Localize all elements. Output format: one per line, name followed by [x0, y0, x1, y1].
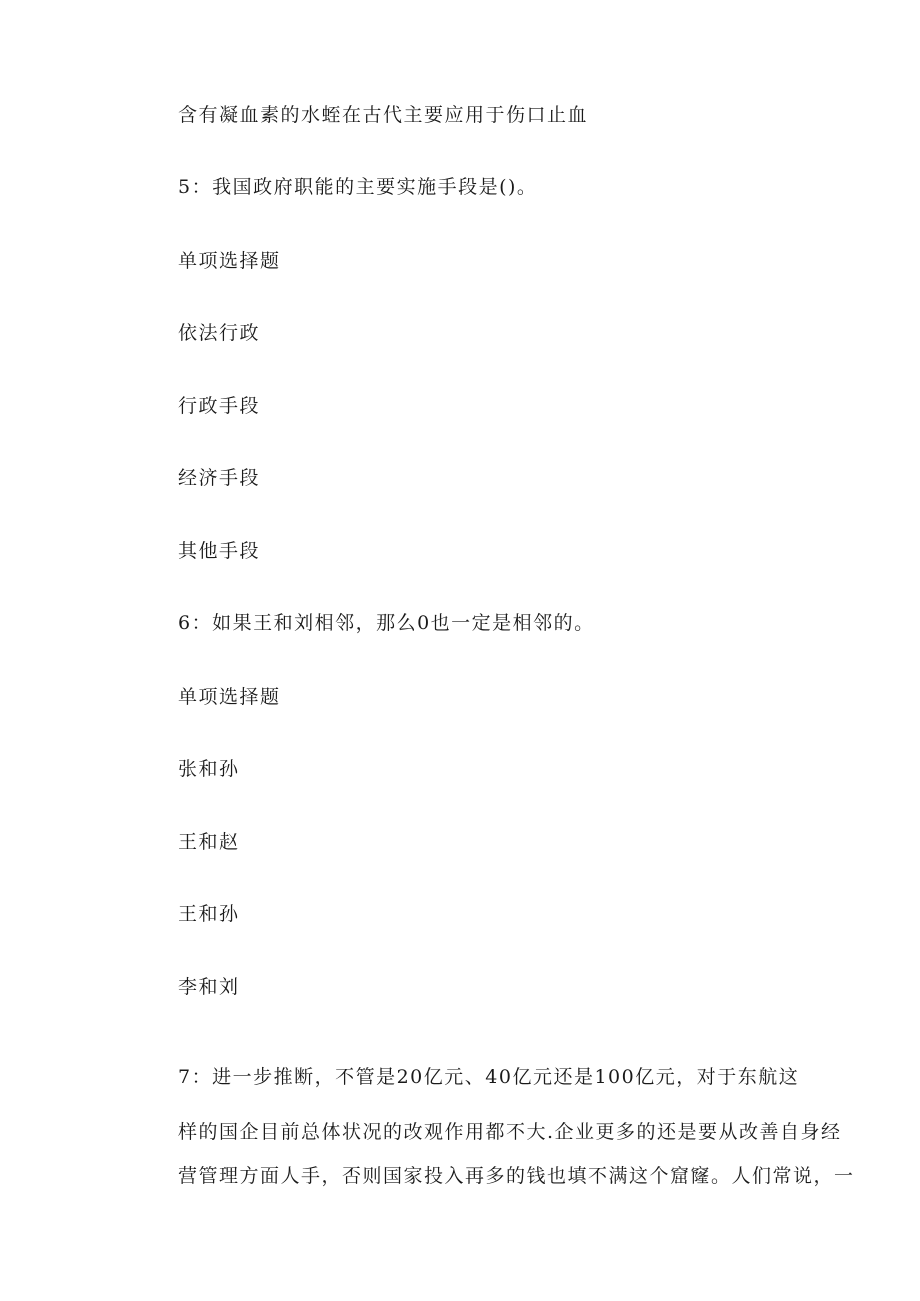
q6-option-3: 王和孙 — [178, 903, 240, 925]
q5-question: 5：我国政府职能的主要实施手段是()。 — [178, 176, 538, 198]
q7-paragraph-line-1: 7：进一步推断，不管是20亿元、40亿元还是100亿元，对于东航这 — [178, 1066, 800, 1088]
q7-paragraph-line-2: 样的国企目前总体状况的改观作用都不大.企业更多的还是要从改善自身经 — [178, 1121, 842, 1143]
q6-option-4: 李和刘 — [178, 976, 240, 998]
q6-option-2: 王和赵 — [178, 831, 240, 853]
q6-question: 6：如果王和刘相邻，那么0也一定是相邻的。 — [178, 612, 595, 634]
q5-option-4: 其他手段 — [178, 540, 261, 562]
q5-option-3: 经济手段 — [178, 467, 261, 489]
q5-option-2: 行政手段 — [178, 395, 261, 417]
q6-type: 单项选择题 — [178, 686, 281, 708]
q5-type: 单项选择题 — [178, 250, 281, 272]
q5-option-1: 依法行政 — [178, 322, 261, 344]
q4-answer-text: 含有凝血素的水蛭在古代主要应用于伤口止血 — [178, 104, 589, 126]
q7-paragraph-line-3: 营管理方面人手，否则国家投入再多的钱也填不满这个窟窿。人们常说，一 — [178, 1165, 855, 1187]
q6-option-1: 张和孙 — [178, 758, 240, 780]
